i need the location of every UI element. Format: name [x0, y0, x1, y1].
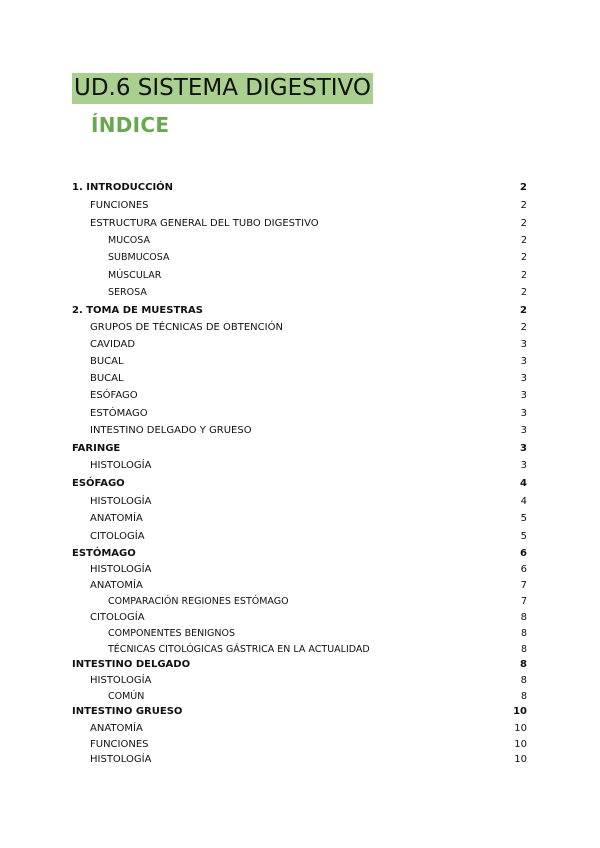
toc-entry[interactable]	[0, 441, 600, 457]
toc-entry[interactable]	[0, 337, 600, 353]
toc-entry-label: ESTÓMAGO	[72, 548, 136, 559]
toc-entry-label: MÚSCULAR	[108, 270, 162, 281]
toc-entry[interactable]	[0, 250, 600, 266]
toc-entry-page: 10	[513, 706, 527, 717]
toc-entry[interactable]	[0, 704, 600, 720]
toc-entry-label: HISTOLOGÍA	[90, 564, 152, 575]
toc-entry-page: 2	[520, 235, 527, 246]
toc-entry-label: MUCOSA	[108, 235, 150, 246]
toc-entry-label: ESTÓMAGO	[90, 408, 148, 419]
toc-entry-page: 4	[520, 478, 527, 489]
toc-entry-page: 8	[520, 691, 527, 702]
index-heading: ÍNDICE	[91, 113, 170, 137]
toc-entry-label: FUNCIONES	[90, 200, 149, 211]
toc-entry-label: INTESTINO DELGADO Y GRUESO	[90, 425, 252, 436]
toc-entry-label: ANATOMÍA	[90, 723, 143, 734]
toc-entry-label: HISTOLOGÍA	[90, 754, 152, 765]
toc-entry[interactable]	[0, 458, 600, 474]
toc-entry[interactable]	[0, 752, 600, 768]
toc-entry-page: 3	[520, 390, 527, 401]
toc-entry[interactable]	[0, 406, 600, 422]
toc-entry[interactable]	[0, 689, 600, 705]
toc-entry[interactable]	[0, 737, 600, 753]
toc-entry[interactable]	[0, 494, 600, 510]
toc-entry[interactable]	[0, 285, 600, 301]
toc-entry-page: 8	[520, 659, 527, 670]
toc-entry-page: 7	[520, 596, 527, 607]
toc-entry-page: 10	[514, 754, 527, 765]
toc-entry-label: CITOLOGÍA	[90, 612, 145, 623]
toc-entry-label: BUCAL	[90, 356, 124, 367]
toc-entry[interactable]	[0, 546, 600, 562]
toc-entry-label: COMPONENTES BENIGNOS	[108, 628, 235, 639]
toc-entry-page: 3	[520, 408, 527, 419]
toc-entry-page: 2	[520, 252, 527, 263]
document-title: UD.6 SISTEMA DIGESTIVO	[72, 73, 373, 104]
toc-entry-page: 3	[520, 460, 527, 471]
toc-entry[interactable]	[0, 423, 600, 439]
toc-entry-label: ESTRUCTURA GENERAL DEL TUBO DIGESTIVO	[90, 218, 319, 229]
toc-entry[interactable]	[0, 511, 600, 527]
toc-entry-page: 8	[520, 675, 527, 686]
toc-entry[interactable]	[0, 578, 600, 594]
toc-entry-label: 1. INTRODUCCIÓN	[72, 182, 174, 193]
toc-entry-page: 3	[520, 356, 527, 367]
toc-entry-page: 2	[520, 305, 527, 316]
toc-entry-label: CAVIDAD	[90, 339, 136, 350]
toc-entry-page: 2	[520, 287, 527, 298]
toc-entry[interactable]	[0, 388, 600, 404]
toc-entry[interactable]	[0, 721, 600, 737]
toc-entry-label: FARINGE	[72, 443, 121, 454]
toc-entry-label: HISTOLOGÍA	[90, 675, 152, 686]
toc-entry-page: 5	[520, 513, 527, 524]
toc-entry-page: 8	[520, 628, 527, 639]
toc-entry-label: FUNCIONES	[90, 739, 149, 750]
toc-entry-page: 10	[514, 723, 527, 734]
toc-entry-label: ANATOMÍA	[90, 580, 143, 591]
toc-entry-page: 2	[520, 218, 527, 229]
toc-entry-page: 3	[520, 373, 527, 384]
toc-entry[interactable]	[0, 233, 600, 249]
toc-entry[interactable]	[0, 562, 600, 578]
toc-entry-page: 6	[520, 548, 527, 559]
toc-entry[interactable]	[0, 626, 600, 642]
toc-entry-label: CITOLOGÍA	[90, 531, 145, 542]
toc-entry[interactable]	[0, 216, 600, 232]
toc-entry-label: HISTOLOGÍA	[90, 460, 152, 471]
toc-entry-label: GRUPOS DE TÉCNICAS DE OBTENCIÓN	[90, 322, 283, 333]
toc-entry[interactable]	[0, 594, 600, 610]
toc-entry-label: ANATOMÍA	[90, 513, 143, 524]
toc-entry-label: INTESTINO DELGADO	[72, 659, 191, 670]
toc-entry-label: INTESTINO GRUESO	[72, 706, 183, 717]
toc-entry-label: HISTOLOGÍA	[90, 496, 152, 507]
toc-entry-page: 2	[520, 270, 527, 281]
toc-entry-page: 8	[520, 644, 527, 655]
toc-entry-page: 8	[520, 612, 527, 623]
toc-entry-label: COMÚN	[108, 691, 145, 702]
toc-entry-page: 10	[514, 739, 527, 750]
toc-entry-page: 3	[520, 339, 527, 350]
toc-entry[interactable]	[0, 303, 600, 319]
toc-entry-label: ESÓFAGO	[90, 390, 138, 401]
toc-entry[interactable]	[0, 198, 600, 214]
toc-entry-page: 4	[520, 496, 527, 507]
toc-entry[interactable]	[0, 268, 600, 284]
toc-entry-label: SEROSA	[108, 287, 147, 298]
toc-entry[interactable]	[0, 476, 600, 492]
toc-entry[interactable]	[0, 354, 600, 370]
toc-entry-label: TÉCNICAS CITOLÓGICAS GÁSTRICA EN LA ACTUALIDAD	[108, 644, 370, 655]
toc-entry-page: 2	[520, 322, 527, 333]
toc-entry[interactable]	[0, 673, 600, 689]
toc-entry-page: 3	[520, 443, 527, 454]
toc-entry-label: COMPARACIÓN REGIONES ESTÓMAGO	[108, 596, 289, 607]
toc-entry-label: ESÓFAGO	[72, 478, 125, 489]
toc-entry-label: 2. TOMA DE MUESTRAS	[72, 305, 203, 316]
toc-entry[interactable]	[0, 180, 600, 196]
toc-entry-page: 6	[520, 564, 527, 575]
toc-entry-label: BUCAL	[90, 373, 124, 384]
toc-entry-page: 2	[520, 182, 527, 193]
toc-entry[interactable]	[0, 529, 600, 545]
toc-entry[interactable]	[0, 642, 600, 658]
toc-entry-page: 3	[520, 425, 527, 436]
toc-entry[interactable]	[0, 657, 600, 673]
toc-entry-label: SUBMUCOSA	[108, 252, 170, 263]
toc-entry[interactable]	[0, 371, 600, 387]
toc-entry-page: 2	[520, 200, 527, 211]
toc-entry[interactable]	[0, 320, 600, 336]
toc-entry-page: 7	[520, 580, 527, 591]
toc-entry[interactable]	[0, 610, 600, 626]
toc-entry-page: 5	[520, 531, 527, 542]
